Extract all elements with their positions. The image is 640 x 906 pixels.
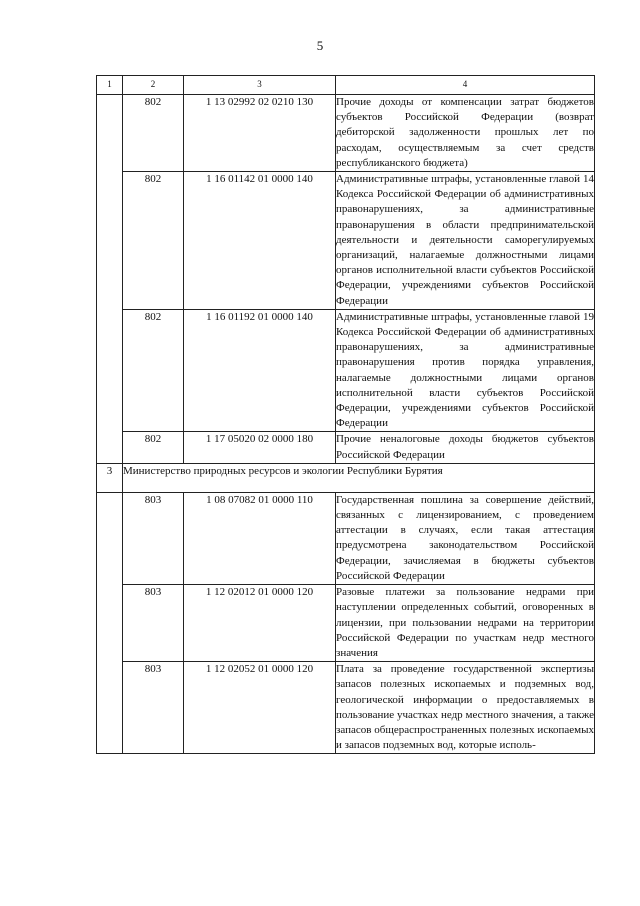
header-col-1: 1 bbox=[97, 76, 123, 95]
row-num-cell bbox=[97, 492, 123, 753]
table-row bbox=[97, 585, 595, 662]
budget-class-code: 1 12 02052 01 0000 120 bbox=[184, 662, 336, 754]
revenue-description: Административные штрафы, установленные главой 19 Кодекса Российской Федерации об административных правонарушениях, за административные правонарушения против порядка управления, налагаемые должностными лицами органов исполнительной власти субъектов Российской Федерации, учреждениями субъектов Российской Федерации bbox=[336, 309, 595, 432]
revenue-description: Плата за проведение государственной экспертизы запасов полезных ископаемых и подземных вод, геологической информации о предоставляемых в пользование участках недр местного значения, а также запасов общераспространенных полезных ископаемых и запасов подземных вод, которые исполь- bbox=[336, 662, 595, 754]
revenue-description: Разовые платежи за пользование недрами при наступлении определенных событий, оговоренных в лицензии, при пользовании недрами на территории Российской Федерации по участкам недр местного значения bbox=[336, 585, 595, 662]
admin-code: 802 bbox=[123, 309, 184, 432]
admin-code: 803 bbox=[123, 662, 184, 754]
table-row bbox=[97, 432, 595, 463]
revenue-description: Прочие неналоговые доходы бюджетов субъектов Российской Федерации bbox=[336, 432, 595, 463]
table-row bbox=[97, 172, 595, 310]
revenue-description: Административные штрафы, установленные главой 14 Кодекса Российской Федерации об административных правонарушениях, за административные правонарушения в области предпринимательской деятельности и деятельности саморегулируемых организаций, налагаемые должностными лицами органов исполнительной власти субъектов Российской Федерации, учреждениями субъектов Российской Федерации bbox=[336, 172, 595, 310]
revenue-description: Прочие доходы от компенсации затрат бюджетов субъектов Российской Федерации (возврат дебиторской задолженности прошлых лет по расходам, осуществляемым за счет средств республиканского бюджета) bbox=[336, 95, 595, 172]
page-number: 5 bbox=[316, 38, 324, 53]
header-col-3: 3 bbox=[184, 76, 336, 95]
revenue-description: Государственная пошлина за совершение действий, связанных с лицензированием, с проведением аттестации в случаях, если такая аттестация предусмотрена законодательством Российской Федерации, зачисляемая в бюджеты субъектов Российской Федерации bbox=[336, 492, 595, 584]
budget-class-code: 1 12 02012 01 0000 120 bbox=[184, 585, 336, 662]
budget-class-code: 1 16 01192 01 0000 140 bbox=[184, 309, 336, 432]
admin-code: 803 bbox=[123, 585, 184, 662]
table-row bbox=[97, 492, 595, 584]
section-number: 3 bbox=[97, 463, 123, 492]
admin-code: 802 bbox=[123, 95, 184, 172]
header-col-2: 2 bbox=[123, 76, 184, 95]
table-row bbox=[97, 309, 595, 432]
budget-class-code: 1 13 02992 02 0210 130 bbox=[184, 95, 336, 172]
header-col-4: 4 bbox=[336, 76, 595, 95]
admin-code: 803 bbox=[123, 492, 184, 584]
row-num-cell bbox=[97, 95, 123, 464]
revenue-codes-table bbox=[96, 75, 595, 754]
section-row bbox=[97, 463, 595, 492]
budget-class-code: 1 17 05020 02 0000 180 bbox=[184, 432, 336, 463]
budget-class-code: 1 16 01142 01 0000 140 bbox=[184, 172, 336, 310]
budget-class-code: 1 08 07082 01 0000 110 bbox=[184, 492, 336, 584]
table-row bbox=[97, 95, 595, 172]
admin-code: 802 bbox=[123, 172, 184, 310]
admin-code: 802 bbox=[123, 432, 184, 463]
table-header-row bbox=[97, 76, 595, 95]
table-row bbox=[97, 662, 595, 754]
section-title: Министерство природных ресурсов и экологии Республики Бурятия bbox=[123, 463, 595, 492]
